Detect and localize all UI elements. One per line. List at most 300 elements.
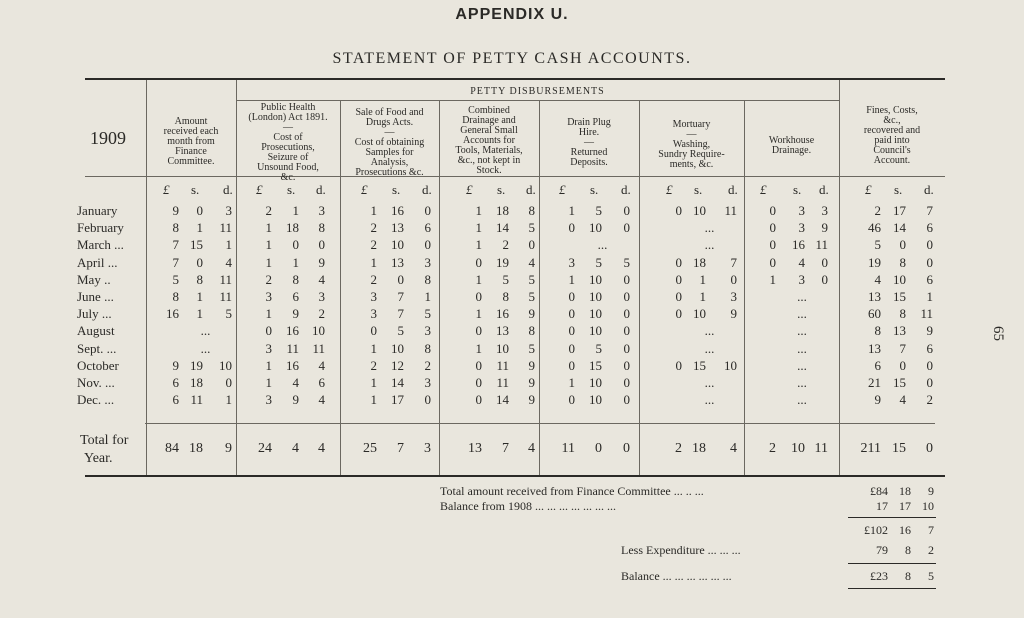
row-workhouse-empty: ... — [797, 289, 807, 304]
total-workhouse-pence: 11 — [814, 441, 828, 456]
row-received-shillings: 15 — [190, 237, 203, 252]
row-food-drugs-shillings: 13 — [391, 255, 404, 270]
row-food-drugs-pence: 0 — [424, 237, 431, 252]
row-combined-drainage-shillings: 14 — [496, 392, 509, 407]
row-drain-plug-pounds: 0 — [568, 289, 575, 304]
row-public-health-shillings: 9 — [292, 306, 299, 321]
summary-rule — [848, 517, 936, 518]
total-label-line2: Year. — [84, 451, 113, 466]
row-food-drugs-shillings: 12 — [391, 358, 404, 373]
row-combined-drainage-shillings: 14 — [496, 220, 509, 235]
row-drain-plug-pence: 0 — [623, 220, 630, 235]
row-drain-plug-empty: ... — [597, 237, 608, 252]
row-received-pence: 11 — [219, 220, 232, 235]
header-line: Workhouse — [768, 135, 815, 146]
row-drain-plug-pounds: 0 — [568, 358, 575, 373]
row-received-pounds: 16 — [166, 306, 179, 321]
workhouse-header — [744, 136, 839, 156]
row-fines-pounds: 13 — [868, 341, 881, 356]
header-line: Drainage and — [462, 115, 516, 126]
row-fines-pence: 6 — [926, 272, 933, 287]
row-workhouse-empty: ... — [797, 392, 807, 407]
header-line: recovered and — [863, 125, 921, 136]
unit-s-food-drugs: s. — [392, 182, 401, 197]
row-combined-drainage-shillings: 5 — [502, 272, 509, 287]
row-food-drugs-pence: 8 — [424, 272, 431, 287]
row-drain-plug-pounds: 0 — [568, 306, 575, 321]
unit-s-received: s. — [191, 182, 200, 197]
header-line: Accounts for — [463, 135, 515, 146]
row-food-drugs-shillings: 10 — [391, 341, 404, 356]
row-drain-plug-pence: 0 — [623, 375, 630, 390]
summary-underline — [848, 588, 936, 589]
row-mortuary-shillings: 1 — [699, 272, 706, 287]
row-drain-plug-pence: 0 — [623, 306, 630, 321]
row-fines-pounds: 19 — [868, 255, 881, 270]
row-public-health-pence: 6 — [318, 375, 325, 390]
row-fines-pence: 1 — [926, 289, 933, 304]
row-fines-pence: 7 — [926, 203, 933, 218]
row-fines-pounds: 4 — [874, 272, 881, 287]
header-bottom-rule — [85, 176, 945, 177]
row-drain-plug-pounds: 1 — [568, 375, 575, 390]
row-combined-drainage-pence: 5 — [528, 220, 535, 235]
row-combined-drainage-pounds: 0 — [475, 358, 482, 373]
total-public-health-pence: 4 — [318, 441, 325, 456]
month-label: March ... — [77, 237, 124, 252]
row-received-shillings: 1 — [196, 289, 203, 304]
header-line: &c. — [280, 172, 296, 183]
unit-d-received: d. — [223, 182, 233, 197]
row-fines-shillings: 15 — [893, 289, 906, 304]
mortuary-header — [639, 120, 744, 170]
row-drain-plug-shillings: 10 — [589, 306, 602, 321]
header-line: Stock. — [476, 165, 502, 176]
unit-s-workhouse: s. — [793, 182, 802, 197]
summary-received-value-pounds: £84 — [870, 484, 888, 498]
row-drain-plug-shillings: 15 — [589, 358, 602, 373]
row-food-drugs-pounds: 2 — [370, 272, 377, 287]
row-fines-pounds: 5 — [874, 237, 881, 252]
total-food-drugs-shillings: 7 — [397, 441, 404, 456]
row-fines-pence: 0 — [926, 358, 933, 373]
header-line: Analysis, — [370, 157, 409, 168]
header-line: month from — [167, 136, 215, 147]
row-workhouse-shillings: 3 — [798, 203, 805, 218]
row-received-pounds: 6 — [172, 375, 179, 390]
row-drain-plug-pounds: 1 — [568, 203, 575, 218]
summary-received-value-pence: 9 — [928, 484, 934, 498]
row-drain-plug-pence: 0 — [623, 323, 630, 338]
row-mortuary-pence: 3 — [730, 289, 737, 304]
row-combined-drainage-shillings: 13 — [496, 323, 509, 338]
row-mortuary-pounds: 0 — [675, 306, 682, 321]
row-public-health-pence: 8 — [318, 220, 325, 235]
row-fines-pence: 0 — [926, 237, 933, 252]
header-line: Cost of obtaining — [354, 137, 425, 148]
summary-subtotal-value-shillings: 16 — [899, 523, 911, 537]
row-workhouse-shillings: 4 — [798, 255, 805, 270]
row-combined-drainage-pence: 5 — [528, 341, 535, 356]
month-label: August — [77, 323, 115, 338]
row-mortuary-empty: ... — [704, 220, 715, 235]
statement-heading: STATEMENT OF PETTY CASH ACCOUNTS. — [332, 50, 692, 67]
row-combined-drainage-pounds: 0 — [475, 375, 482, 390]
unit-s-fines: s. — [894, 182, 903, 197]
received-header — [146, 117, 236, 167]
table-top-rule — [85, 78, 945, 80]
row-fines-pounds: 46 — [868, 220, 881, 235]
row-fines-pence: 0 — [926, 375, 933, 390]
total-mortuary-pence: 4 — [730, 441, 737, 456]
row-public-health-pounds: 1 — [265, 306, 272, 321]
row-public-health-pence: 2 — [318, 306, 325, 321]
total-combined-drainage-pence: 4 — [528, 441, 535, 456]
row-fines-pounds: 2 — [874, 203, 881, 218]
row-mortuary-empty: ... — [704, 323, 715, 338]
month-label: January — [77, 203, 118, 218]
unit-s-mortuary: s. — [694, 182, 703, 197]
row-workhouse-pounds: 0 — [769, 203, 776, 218]
row-fines-shillings: 15 — [893, 375, 906, 390]
summary-balance-value-shillings: 8 — [905, 569, 911, 583]
row-combined-drainage-pence: 9 — [528, 306, 535, 321]
row-combined-drainage-shillings: 2 — [502, 237, 509, 252]
row-food-drugs-pounds: 0 — [370, 323, 377, 338]
unit-pound-combined-drainage: £ — [466, 182, 473, 197]
row-workhouse-empty: ... — [797, 358, 807, 373]
row-drain-plug-pounds: 0 — [568, 392, 575, 407]
summary-subtotal-value-pounds: £102 — [864, 523, 888, 537]
row-food-drugs-shillings: 13 — [391, 220, 404, 235]
row-fines-shillings: 0 — [899, 358, 906, 373]
row-public-health-pence: 4 — [318, 392, 325, 407]
row-drain-plug-pence: 0 — [623, 358, 630, 373]
row-food-drugs-pence: 0 — [424, 392, 431, 407]
header-line: Prosecutions &c. — [355, 167, 424, 178]
row-received-shillings: 0 — [196, 255, 203, 270]
rows-bottom-rule — [145, 423, 935, 424]
row-public-health-shillings: 11 — [286, 341, 299, 356]
unit-pound-drain-plug: £ — [559, 182, 566, 197]
unit-d-workhouse: d. — [819, 182, 829, 197]
row-drain-plug-pence: 0 — [623, 392, 630, 407]
row-fines-pence: 9 — [926, 323, 933, 338]
row-drain-plug-pence: 5 — [623, 255, 630, 270]
unit-s-public-health: s. — [287, 182, 296, 197]
row-drain-plug-pence: 0 — [623, 341, 630, 356]
row-public-health-pence: 0 — [318, 237, 325, 252]
row-food-drugs-shillings: 10 — [391, 237, 404, 252]
row-food-drugs-shillings: 5 — [397, 323, 404, 338]
row-public-health-shillings: 9 — [292, 392, 299, 407]
row-mortuary-shillings: 15 — [693, 358, 706, 373]
row-food-drugs-pence: 1 — [424, 289, 431, 304]
row-public-health-pounds: 2 — [265, 272, 272, 287]
header-line: Drainage. — [771, 145, 812, 156]
row-received-pence: 5 — [225, 306, 232, 321]
row-combined-drainage-shillings: 10 — [496, 341, 509, 356]
row-combined-drainage-shillings: 19 — [496, 255, 509, 270]
petty-disbursements-header: PETTY DISBURSEMENTS — [470, 86, 605, 97]
total-fines-shillings: 15 — [892, 441, 906, 456]
row-combined-drainage-pounds: 0 — [475, 289, 482, 304]
row-received-pounds: 8 — [172, 289, 179, 304]
row-workhouse-empty: ... — [797, 306, 807, 321]
row-public-health-shillings: 16 — [286, 358, 299, 373]
row-public-health-pence: 11 — [312, 341, 325, 356]
row-food-drugs-pounds: 1 — [370, 375, 377, 390]
row-workhouse-pence: 0 — [821, 272, 828, 287]
row-combined-drainage-shillings: 11 — [496, 375, 509, 390]
month-label: July ... — [77, 306, 112, 321]
total-label — [80, 432, 128, 468]
month-label: Sept. ... — [77, 341, 117, 356]
petty-header-rule — [236, 100, 839, 101]
row-received-empty: ... — [200, 341, 211, 356]
total-combined-drainage-pounds: 13 — [468, 441, 482, 456]
row-fines-pounds: 6 — [874, 358, 881, 373]
row-combined-drainage-pounds: 0 — [475, 255, 482, 270]
header-line: Seizure of — [267, 152, 309, 163]
header-line: &c., — [883, 115, 901, 126]
unit-pound-fines: £ — [865, 182, 872, 197]
total-public-health-shillings: 4 — [292, 441, 299, 456]
year-header: 1909 — [90, 128, 126, 148]
row-food-drugs-shillings: 16 — [391, 203, 404, 218]
total-drain-plug-pounds: 11 — [561, 441, 575, 456]
row-drain-plug-pounds: 0 — [568, 220, 575, 235]
row-fines-pounds: 9 — [874, 392, 881, 407]
row-combined-drainage-shillings: 8 — [502, 289, 509, 304]
row-fines-shillings: 4 — [899, 392, 906, 407]
row-received-pounds: 7 — [172, 237, 179, 252]
row-food-drugs-pounds: 3 — [370, 289, 377, 304]
header-line: Fines, Costs, — [866, 105, 918, 116]
row-workhouse-pence: 11 — [815, 237, 828, 252]
appendix-title: APPENDIX U. — [455, 6, 569, 23]
total-label-line1: Total for — [80, 433, 129, 448]
row-drain-plug-shillings: 10 — [589, 392, 602, 407]
total-mortuary-pounds: 2 — [675, 441, 682, 456]
row-workhouse-empty: ... — [797, 375, 807, 390]
row-drain-plug-pounds: 3 — [568, 255, 575, 270]
total-food-drugs-pence: 3 — [424, 441, 431, 456]
row-food-drugs-shillings: 7 — [397, 289, 404, 304]
unit-pound-public-health: £ — [256, 182, 263, 197]
row-received-shillings: 1 — [196, 220, 203, 235]
row-food-drugs-pounds: 2 — [370, 237, 377, 252]
row-mortuary-empty: ... — [704, 341, 715, 356]
row-workhouse-pounds: 0 — [769, 255, 776, 270]
row-combined-drainage-pence: 5 — [528, 289, 535, 304]
header-line: Mortuary — [672, 119, 711, 130]
row-workhouse-empty: ... — [797, 341, 807, 356]
row-received-shillings: 0 — [196, 203, 203, 218]
page-number: 65 — [990, 326, 1006, 341]
row-public-health-pounds: 1 — [265, 375, 272, 390]
month-label: June ... — [77, 289, 114, 304]
row-received-pence: 11 — [219, 289, 232, 304]
header-line: Council's — [873, 145, 911, 156]
row-mortuary-pounds: 0 — [675, 358, 682, 373]
summary-less-value-pence: 2 — [928, 543, 934, 557]
row-mortuary-pence: 9 — [730, 306, 737, 321]
row-combined-drainage-pounds: 0 — [475, 392, 482, 407]
row-fines-shillings: 17 — [893, 203, 906, 218]
col-divider — [744, 100, 745, 475]
header-line: Account. — [873, 155, 911, 166]
header-line: General Small — [460, 125, 518, 136]
row-mortuary-pounds: 0 — [675, 289, 682, 304]
total-fines-pence: 0 — [926, 441, 933, 456]
row-fines-pence: 11 — [920, 306, 933, 321]
row-combined-drainage-pence: 9 — [528, 392, 535, 407]
header-line: Finance — [175, 146, 207, 157]
row-food-drugs-shillings: 14 — [391, 375, 404, 390]
row-fines-shillings: 10 — [893, 272, 906, 287]
header-line: ments, &c. — [669, 159, 714, 170]
row-mortuary-empty: ... — [704, 375, 715, 390]
header-line: — — [584, 137, 594, 148]
row-received-pence: 10 — [219, 358, 232, 373]
row-mortuary-shillings: 10 — [693, 203, 706, 218]
row-mortuary-pounds: 0 — [675, 255, 682, 270]
header-line: Committee. — [167, 156, 215, 167]
row-combined-drainage-pounds: 1 — [475, 306, 482, 321]
summary-balance-1908-value-pence: 10 — [922, 499, 934, 513]
row-received-pounds: 9 — [172, 358, 179, 373]
row-combined-drainage-pence: 9 — [528, 375, 535, 390]
row-fines-shillings: 14 — [893, 220, 906, 235]
row-food-drugs-pounds: 1 — [370, 255, 377, 270]
unit-s-drain-plug: s. — [590, 182, 599, 197]
month-label: April ... — [77, 255, 118, 270]
unit-pound-food-drugs: £ — [361, 182, 368, 197]
row-food-drugs-pence: 8 — [424, 341, 431, 356]
row-drain-plug-pence: 0 — [623, 203, 630, 218]
summary-subtotal-value-pence: 7 — [928, 523, 934, 537]
row-mortuary-pounds: 0 — [675, 272, 682, 287]
total-combined-drainage-shillings: 7 — [502, 441, 509, 456]
row-drain-plug-shillings: 10 — [589, 220, 602, 235]
header-line: Deposits. — [570, 157, 608, 168]
row-combined-drainage-pounds: 1 — [475, 237, 482, 252]
row-combined-drainage-pence: 0 — [528, 237, 535, 252]
row-workhouse-pence: 0 — [821, 255, 828, 270]
row-public-health-shillings: 8 — [292, 272, 299, 287]
row-combined-drainage-pence: 8 — [528, 323, 535, 338]
row-mortuary-pence: 10 — [724, 358, 737, 373]
row-combined-drainage-pence: 9 — [528, 358, 535, 373]
row-combined-drainage-pounds: 0 — [475, 323, 482, 338]
row-workhouse-shillings: 16 — [792, 237, 805, 252]
row-workhouse-pounds: 0 — [769, 220, 776, 235]
row-fines-pounds: 21 — [868, 375, 881, 390]
drain-plug-header — [539, 118, 639, 168]
total-workhouse-pounds: 2 — [769, 441, 776, 456]
header-line: — — [384, 127, 395, 138]
row-public-health-pounds: 3 — [265, 392, 272, 407]
unit-s-combined-drainage: s. — [497, 182, 506, 197]
row-mortuary-empty: ... — [704, 237, 715, 252]
header-line: &c., not kept in — [457, 155, 521, 166]
total-received-shillings: 18 — [189, 441, 203, 456]
row-public-health-pounds: 2 — [265, 203, 272, 218]
unit-pound-mortuary: £ — [666, 182, 673, 197]
row-public-health-shillings: 4 — [292, 375, 299, 390]
row-public-health-pence: 4 — [318, 358, 325, 373]
month-label: Nov. ... — [77, 375, 115, 390]
row-mortuary-shillings: 1 — [699, 289, 706, 304]
summary-balance-value-pounds: £23 — [870, 569, 888, 583]
row-drain-plug-pounds: 1 — [568, 272, 575, 287]
row-fines-pence: 6 — [926, 220, 933, 235]
unit-d-drain-plug: d. — [621, 182, 631, 197]
row-combined-drainage-shillings: 18 — [496, 203, 509, 218]
summary-balance-value-pence: 5 — [928, 569, 934, 583]
row-public-health-pounds: 3 — [265, 289, 272, 304]
row-workhouse-pence: 9 — [821, 220, 828, 235]
row-public-health-pounds: 1 — [265, 237, 272, 252]
row-food-drugs-pounds: 1 — [370, 203, 377, 218]
header-line: Returned — [570, 147, 608, 158]
row-combined-drainage-pounds: 1 — [475, 220, 482, 235]
row-received-pounds: 9 — [172, 203, 179, 218]
summary-balance-1908-value-pounds: 17 — [876, 499, 888, 513]
combined-drainage-header — [439, 106, 539, 176]
row-workhouse-pounds: 1 — [769, 272, 776, 287]
row-drain-plug-shillings: 5 — [595, 341, 602, 356]
row-public-health-pounds: 1 — [265, 220, 272, 235]
row-fines-pounds: 8 — [874, 323, 881, 338]
unit-d-mortuary: d. — [728, 182, 738, 197]
month-label: May .. — [77, 272, 111, 287]
row-drain-plug-pounds: 0 — [568, 323, 575, 338]
row-mortuary-shillings: 10 — [693, 306, 706, 321]
row-drain-plug-pence: 0 — [623, 272, 630, 287]
row-food-drugs-pounds: 1 — [370, 341, 377, 356]
row-fines-pence: 0 — [926, 255, 933, 270]
row-received-shillings: 1 — [196, 306, 203, 321]
row-food-drugs-shillings: 17 — [391, 392, 404, 407]
total-food-drugs-pounds: 25 — [363, 441, 377, 456]
row-public-health-pounds: 0 — [265, 323, 272, 338]
row-workhouse-empty: ... — [797, 323, 807, 338]
row-fines-pounds: 13 — [868, 289, 881, 304]
row-combined-drainage-pounds: 1 — [475, 341, 482, 356]
row-public-health-pounds: 1 — [265, 255, 272, 270]
row-public-health-pounds: 1 — [265, 358, 272, 373]
row-mortuary-shillings: 18 — [693, 255, 706, 270]
row-food-drugs-pounds: 2 — [370, 220, 377, 235]
header-line: Unsound Food, — [257, 162, 319, 173]
header-line: Combined — [468, 105, 510, 116]
total-drain-plug-pence: 0 — [623, 441, 630, 456]
row-received-pounds: 6 — [172, 392, 179, 407]
row-received-empty: ... — [200, 323, 211, 338]
row-fines-shillings: 8 — [899, 255, 906, 270]
summary-less-value-pounds: 79 — [876, 543, 888, 557]
header-line: Sundry Require- — [658, 149, 725, 160]
row-workhouse-shillings: 3 — [798, 220, 805, 235]
row-public-health-shillings: 1 — [292, 255, 299, 270]
balance-1908-label: Balance from 1908 ... ... ... ... ... ... ... — [440, 499, 616, 513]
row-drain-plug-pounds: 0 — [568, 341, 575, 356]
row-food-drugs-pence: 0 — [424, 203, 431, 218]
row-combined-drainage-pounds: 1 — [475, 203, 482, 218]
total-drain-plug-shillings: 0 — [595, 441, 602, 456]
